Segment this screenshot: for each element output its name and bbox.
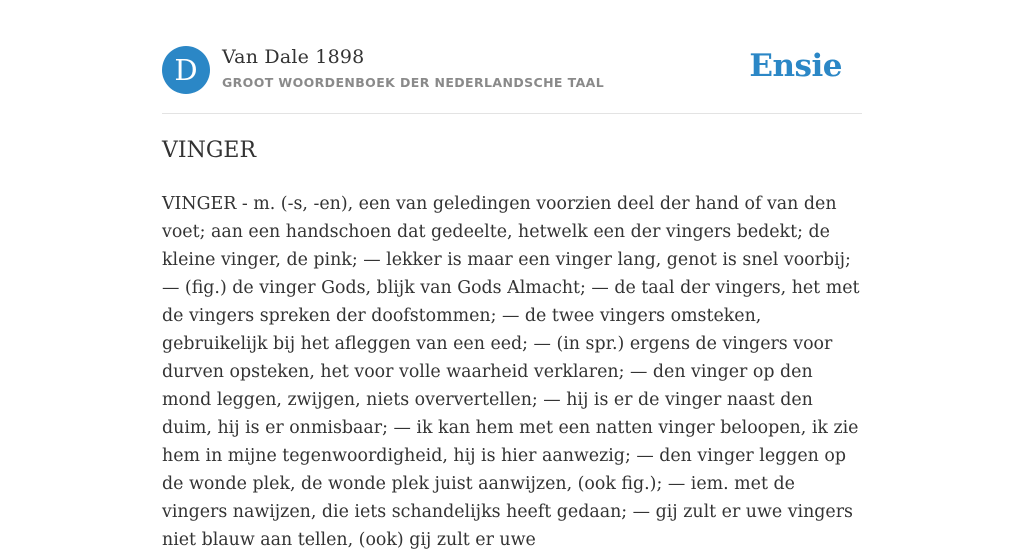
source-subtitle: GROOT WOORDENBOEK DER NEDERLANDSCHE TAAL	[222, 75, 605, 90]
source-header	[162, 46, 862, 96]
source-title[interactable]: Van Dale 1898	[222, 46, 365, 68]
brand-logo[interactable]: Ensie	[749, 48, 842, 84]
entry-headword: VINGER	[162, 138, 257, 163]
dictionary-logo[interactable]: D	[162, 46, 210, 94]
entry-definition: VINGER - m. (-s, -en), een van geledingen voorzien deel der hand of van den voet; aan een handschoen dat gedeelte, hetwelk een der vingers bedekt; de kleine vinger, de pink; — lekker is maar een vinger lang, genot is snel voorbij; — (fig.) de vinger Gods, blijk van Gods Almacht; — de taal der vingers, het met de vingers spreken der doofstommen; — de twee vingers omsteken, gebruikelijk bij het afleggen van een eed; — (in spr.) ergens de vingers voor durven opsteken, het voor volle waarheid verklaren; — den vinger op den mond leggen, zwijgen, niets oververtellen; — hij is er de vinger naast den duim, hij is er onmisbaar; — ik kan hem met een natten vinger beloopen, ik zie hem in mijne tegenwoordigheid, hij is hier aanwezig; — den vinger leggen op de wonde plek, de wonde plek juist aanwijzen, (ook fig.); — iem. met de vingers nawijzen, die iets schandelijks heeft gedaan; — gij zult er uwe vingers niet blauw aan tellen, (ook) gij zult er uwe	[162, 194, 860, 550]
header-divider	[162, 113, 862, 114]
